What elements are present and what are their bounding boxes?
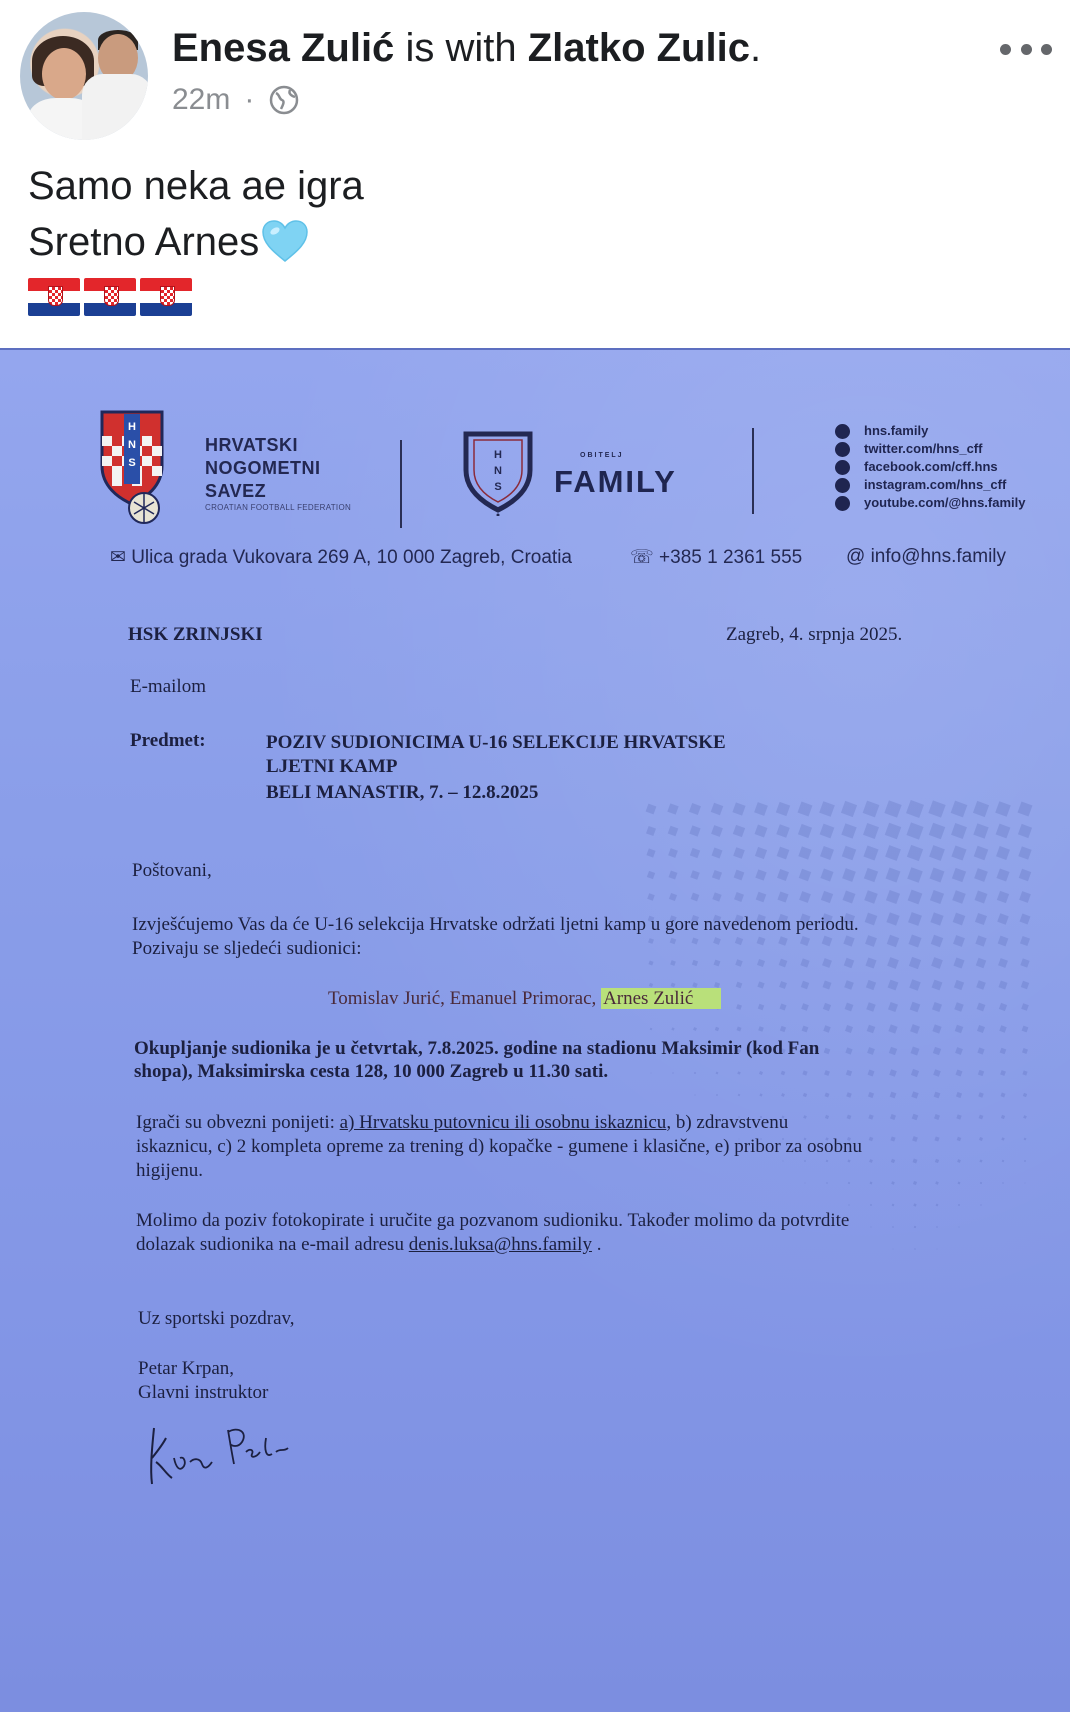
croatia-flag-icon <box>140 278 192 316</box>
hns-name-line: HRVATSKI <box>205 435 299 455</box>
subject-label: Predmet: <box>130 730 206 751</box>
svg-text:N: N <box>494 465 502 477</box>
post-photo[interactable] <box>0 348 1080 1712</box>
p3-rest: , b) zdravstvenu <box>666 1112 789 1133</box>
author-name-link[interactable]: Enesa Zulić <box>172 26 395 70</box>
post-text-line-2-text: Sretno Arnes <box>28 220 260 264</box>
social-row <box>835 422 1025 440</box>
closing: Uz sportski pozdrav, <box>138 1308 295 1329</box>
family-wordmark: FAMILY <box>554 464 677 499</box>
author-line <box>172 26 761 71</box>
post-text <box>28 158 364 316</box>
address-line <box>110 546 572 569</box>
letter-via: E-mailom <box>130 676 206 697</box>
svg-text:H: H <box>128 421 136 433</box>
recipient: HSK ZRINJSKI <box>128 624 263 645</box>
hns-crest-logo <box>96 406 168 526</box>
svg-text:H: H <box>494 449 502 461</box>
phone-icon: ☏ <box>630 547 654 568</box>
post-header <box>0 0 1080 150</box>
subject-line: POZIV SUDIONICIMA U-16 SELEKCIJE HRVATSKE <box>266 732 726 753</box>
envelope-icon: ✉ <box>110 547 126 568</box>
signer-title: Glavni instruktor <box>138 1382 269 1403</box>
paragraph-line: shopa), Maksimirska cesta 128, 10 000 Zagreb u 11.30 sati. <box>134 1061 609 1082</box>
phone-line <box>630 546 802 569</box>
subject-line: LJETNI KAMP <box>266 756 398 777</box>
social-row <box>835 476 1025 494</box>
twitter-icon <box>835 442 850 457</box>
instagram-icon <box>835 478 850 493</box>
phone-text: +385 1 2361 555 <box>659 547 803 568</box>
paragraph-line: Molimo da poziv fotokopirate i uručite ga pozvanom sudioniku. Također molimo da potvrdite <box>136 1210 850 1231</box>
globe-icon[interactable] <box>268 84 300 116</box>
tagged-name-link[interactable]: Zlatko Zulic <box>527 26 750 70</box>
svg-text:N: N <box>128 439 136 451</box>
handwritten-signature <box>146 1418 296 1493</box>
social-text: facebook.com/cff.hns <box>864 459 998 474</box>
post-meta <box>172 80 300 120</box>
paragraph-line: Pozivaju se sljedeći sudionici: <box>132 938 362 959</box>
hns-subtitle: CROATIAN FOOTBALL FEDERATION <box>205 503 352 512</box>
flag-row <box>28 278 364 316</box>
svg-text:S: S <box>128 457 136 469</box>
social-text: instagram.com/hns_cff <box>864 477 1007 492</box>
hns-name-line: SAVEZ <box>205 481 267 501</box>
author-avatar[interactable] <box>20 12 148 140</box>
participants-text: Tomislav Jurić, Emanuel Primorac, <box>328 988 597 1009</box>
hns-family-shield-logo <box>460 426 536 516</box>
post-text-line-2 <box>28 214 364 270</box>
croatia-flag-icon <box>84 278 136 316</box>
divider <box>752 428 754 514</box>
light-blue-heart-icon <box>261 219 309 263</box>
subject-line: BELI MANASTIR, 7. – 12.8.2025 <box>266 782 539 803</box>
p3-prefix: Igrači su obvezni ponijeti: <box>136 1112 335 1133</box>
social-text: twitter.com/hns_cff <box>864 441 983 456</box>
letter-date: Zagreb, 4. srpnja 2025. <box>726 624 903 645</box>
p4-prefix: dolazak sudionika na e-mail adresu <box>136 1234 405 1255</box>
social-row <box>835 494 1025 512</box>
highlighted-participant: Arnes Zulić <box>601 988 721 1009</box>
family-label-small: OBITELJ <box>580 452 624 459</box>
period: . <box>749 26 762 70</box>
social-row <box>835 458 1025 476</box>
social-text: youtube.com/@hns.family <box>864 495 1026 510</box>
address-text: Ulica grada Vukovara 269 A, 10 000 Zagreb, Croatia <box>131 547 572 568</box>
youtube-icon <box>835 496 850 511</box>
facebook-icon <box>835 460 850 475</box>
with-text: is with <box>405 26 517 70</box>
signer-name: Petar Krpan, <box>138 1358 235 1379</box>
more-options-icon[interactable] <box>1000 34 1052 64</box>
croatia-flag-icon <box>28 278 80 316</box>
p3-underlined: a) Hrvatsku putovnicu ili osobnu iskaznicu <box>339 1112 667 1133</box>
email-contact: @ info@hns.family <box>846 546 1007 567</box>
greeting: Poštovani, <box>132 860 212 881</box>
web-icon <box>835 424 850 439</box>
paragraph-line <box>136 1112 788 1134</box>
paragraph-line: Okupljanje sudionika je u četvrtak, 7.8.2025. godine na stadionu Maksimir (kod Fan <box>134 1038 820 1059</box>
meta-separator: · <box>244 83 255 116</box>
p4-suffix: . <box>596 1234 602 1255</box>
paragraph-line <box>136 1234 601 1256</box>
social-text: hns.family <box>864 423 929 438</box>
paragraph-line: higijenu. <box>136 1160 204 1181</box>
hns-name-line: NOGOMETNI <box>205 458 321 478</box>
post-time[interactable]: 22m <box>172 83 231 116</box>
paragraph-line: iskaznicu, c) 2 kompleta opreme za trening d) kopačke - gumene i klasične, e) pribor za osobnu <box>136 1136 862 1157</box>
paragraph-line: Izvješćujemo Vas da će U-16 selekcija Hrvatske održati ljetni kamp u gore navedenom periodu. <box>132 914 859 935</box>
social-links <box>835 422 1025 512</box>
social-row <box>835 440 1025 458</box>
divider <box>400 440 402 528</box>
hns-name <box>205 434 321 503</box>
participants-line <box>328 988 721 1010</box>
email-link: denis.luksa@hns.family <box>408 1234 592 1255</box>
svg-text:S: S <box>494 481 502 493</box>
post-text-line-1: Samo neka ae igra <box>28 164 364 208</box>
